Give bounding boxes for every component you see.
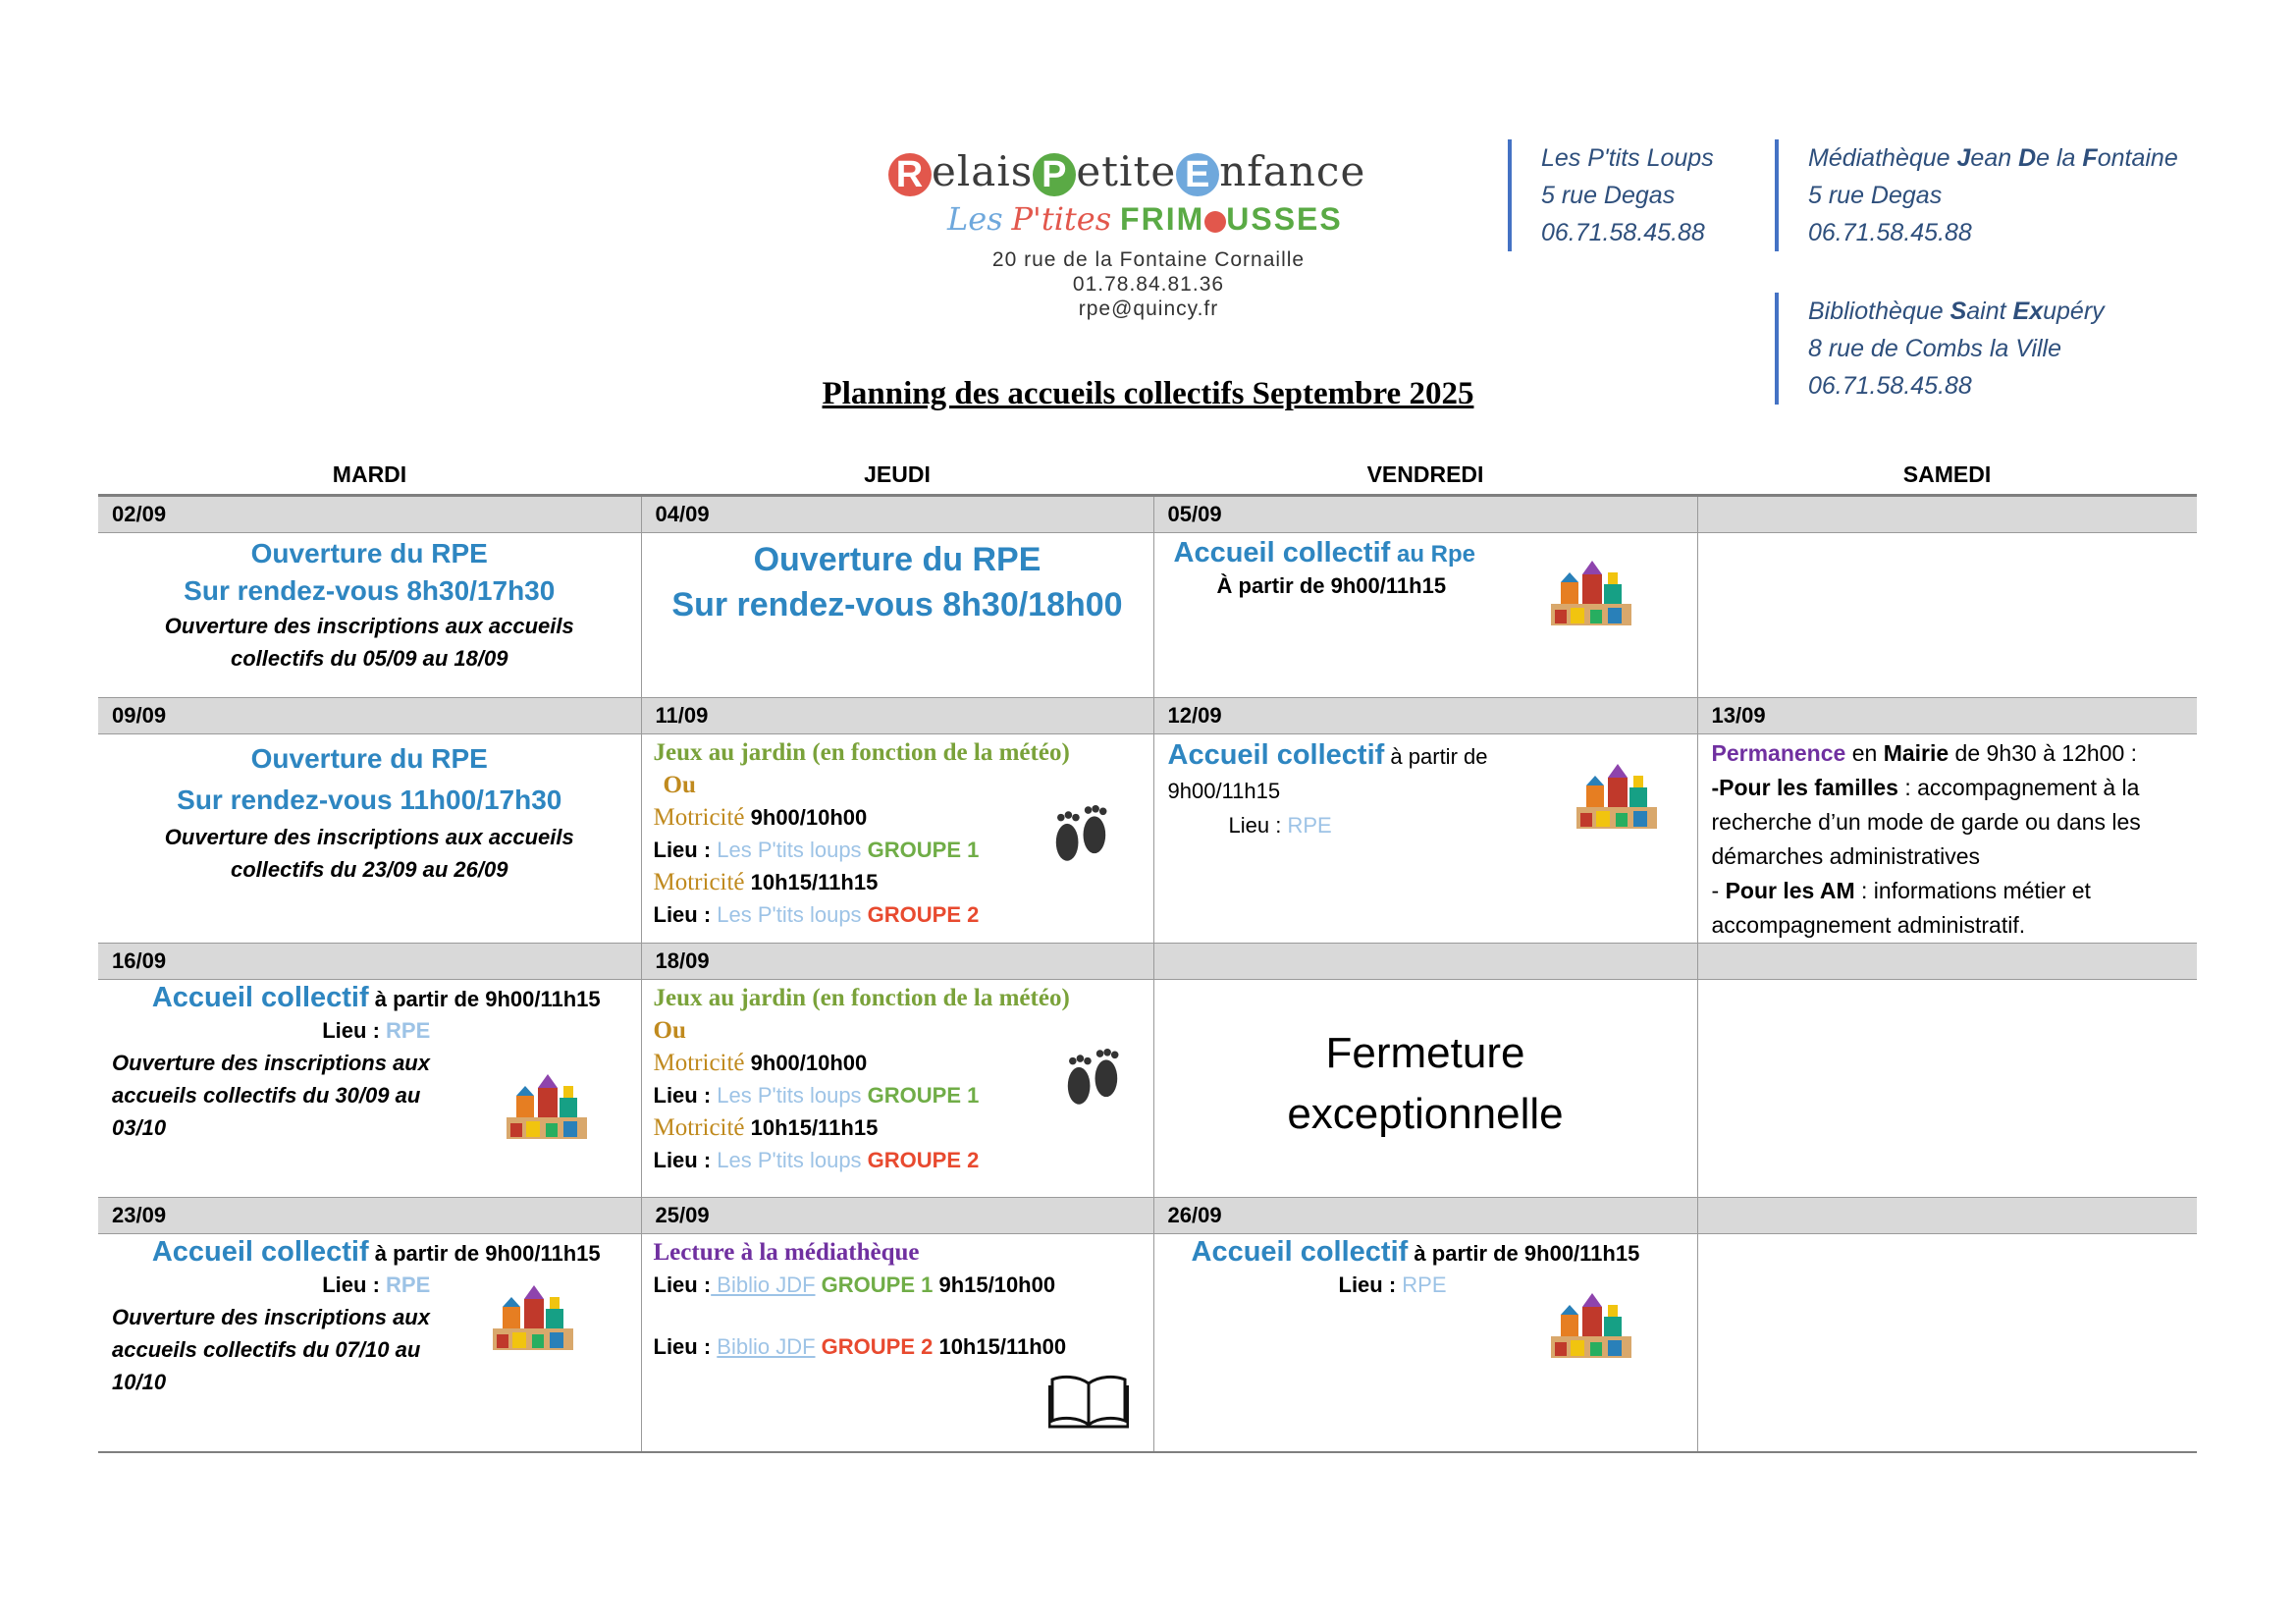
date-cell <box>1697 1198 2197 1234</box>
logo-title: R elais P etite E nfance <box>888 147 1418 196</box>
date-cell: 11/09 <box>641 698 1153 734</box>
date-cell <box>1697 496 2197 533</box>
event-cell: Accueil collectif à partir de 9h00/11h15 Lieu : RPE Ouverture des inscriptions aux accueils collectifs du 07/10 au 10/10 <box>98 1234 641 1452</box>
event-cell: Lecture à la médiathèque Lieu : Biblio JDF GROUPE 1 9h15/10h00 Lieu : Biblio JDF GROUPE 2 10h15/11h00 <box>641 1234 1153 1452</box>
event-cell: Permanence en Mairie de 9h30 à 12h00 : -Pour les familles : accompagnement à la recherche d’un mode de garde ou dans les démarches administratives - Pour les AM : informations métier et accompagnement administratif. <box>1697 734 2197 944</box>
date-cell: 09/09 <box>98 698 641 734</box>
contact-bibliotheque: Bibliothèque Saint Exupéry 8 rue de Combs la Ville 06.71.58.45.88 <box>1775 293 2105 405</box>
date-row <box>98 1198 2197 1234</box>
date-row <box>98 496 2197 533</box>
date-cell: 13/09 <box>1697 698 2197 734</box>
date-cell: 26/09 <box>1153 1198 1697 1234</box>
event-cell: Ouverture du RPE Sur rendez-vous 8h30/18h00 <box>641 533 1153 698</box>
toy-blocks-icon <box>503 1066 591 1145</box>
day-header: SAMEDI <box>1697 455 2197 496</box>
content-row <box>98 1234 2197 1452</box>
footprints-icon <box>1058 1049 1127 1106</box>
toy-blocks-icon <box>489 1277 577 1356</box>
page-title: Planning des accueils collectifs Septembre 2025 <box>822 376 1474 411</box>
event-cell: Jeux au jardin (en fonction de la météo) Ou Motricité 9h00/10h00 Lieu : Les P'tits loups GROUPE 1 Motricité 10h15/11h15 Lieu : Les P'tits loups GROUPE 2 <box>641 734 1153 944</box>
date-cell: 12/09 <box>1153 698 1697 734</box>
contact-mediatheque: Médiathèque Jean De la Fontaine 5 rue Degas 06.71.58.45.88 <box>1775 139 2178 251</box>
event-cell: Accueil collectif à partir de 9h00/11h15 Lieu : RPE Ouverture des inscriptions aux accueils collectifs du 30/09 au 03/10 <box>98 980 641 1198</box>
schedule-table <box>98 455 2197 1453</box>
open-book-icon <box>1048 1372 1129 1429</box>
date-cell: 23/09 <box>98 1198 641 1234</box>
event-cell <box>1697 533 2197 698</box>
date-cell: 02/09 <box>98 496 641 533</box>
event-cell <box>1697 1234 2197 1452</box>
contact-ptits-loups: Les P'tits Loups 5 rue Degas 06.71.58.45.88 <box>1508 139 1714 251</box>
date-cell: 05/09 <box>1153 496 1697 533</box>
date-cell <box>1697 944 2197 980</box>
date-cell: 18/09 <box>641 944 1153 980</box>
date-cell: 04/09 <box>641 496 1153 533</box>
event-cell: Ouverture du RPE Sur rendez-vous 11h00/17h30 Ouverture des inscriptions aux accueils collectifs du 23/09 au 26/09 <box>98 734 641 944</box>
day-header: VENDREDI <box>1153 455 1697 496</box>
day-header-row <box>98 455 2197 496</box>
content-row <box>98 980 2197 1198</box>
event-cell: Fermeture exceptionnelle <box>1153 980 1697 1198</box>
logo-address: 20 rue de la Fontaine Cornaille 01.78.84.81.36 rpe@quincy.fr <box>991 248 1306 320</box>
event-cell: Accueil collectif au Rpe À partir de 9h00/11h15 <box>1153 533 1697 698</box>
content-row <box>98 533 2197 698</box>
event-cell: Jeux au jardin (en fonction de la météo) Ou Motricité 9h00/10h00 Lieu : Les P'tits loups GROUPE 1 Motricité 10h15/11h15 Lieu : Les P'tits loups GROUPE 2 <box>641 980 1153 1198</box>
logo-subtitle: Les P'tites FRIM USSES <box>947 200 1343 238</box>
date-cell <box>1153 944 1697 980</box>
date-row <box>98 698 2197 734</box>
rpe-logo <box>888 147 1418 334</box>
day-header: JEUDI <box>641 455 1153 496</box>
date-cell: 16/09 <box>98 944 641 980</box>
toy-blocks-icon <box>1547 553 1635 631</box>
date-row <box>98 944 2197 980</box>
content-row <box>98 734 2197 944</box>
day-header: MARDI <box>98 455 641 496</box>
footprints-icon <box>1046 805 1115 862</box>
event-cell: Accueil collectif à partir de 9h00/11h15 Lieu : RPE <box>1153 1234 1697 1452</box>
toy-blocks-icon <box>1547 1285 1635 1364</box>
event-cell: Ouverture du RPE Sur rendez-vous 8h30/17h30 Ouverture des inscriptions aux accueils collectifs du 05/09 au 18/09 <box>98 533 641 698</box>
event-cell <box>1697 980 2197 1198</box>
logo-dot <box>1204 211 1226 233</box>
event-cell: Accueil collectif à partir de 9h00/11h15 Lieu : RPE <box>1153 734 1697 944</box>
date-cell: 25/09 <box>641 1198 1153 1234</box>
toy-blocks-icon <box>1573 756 1661 835</box>
